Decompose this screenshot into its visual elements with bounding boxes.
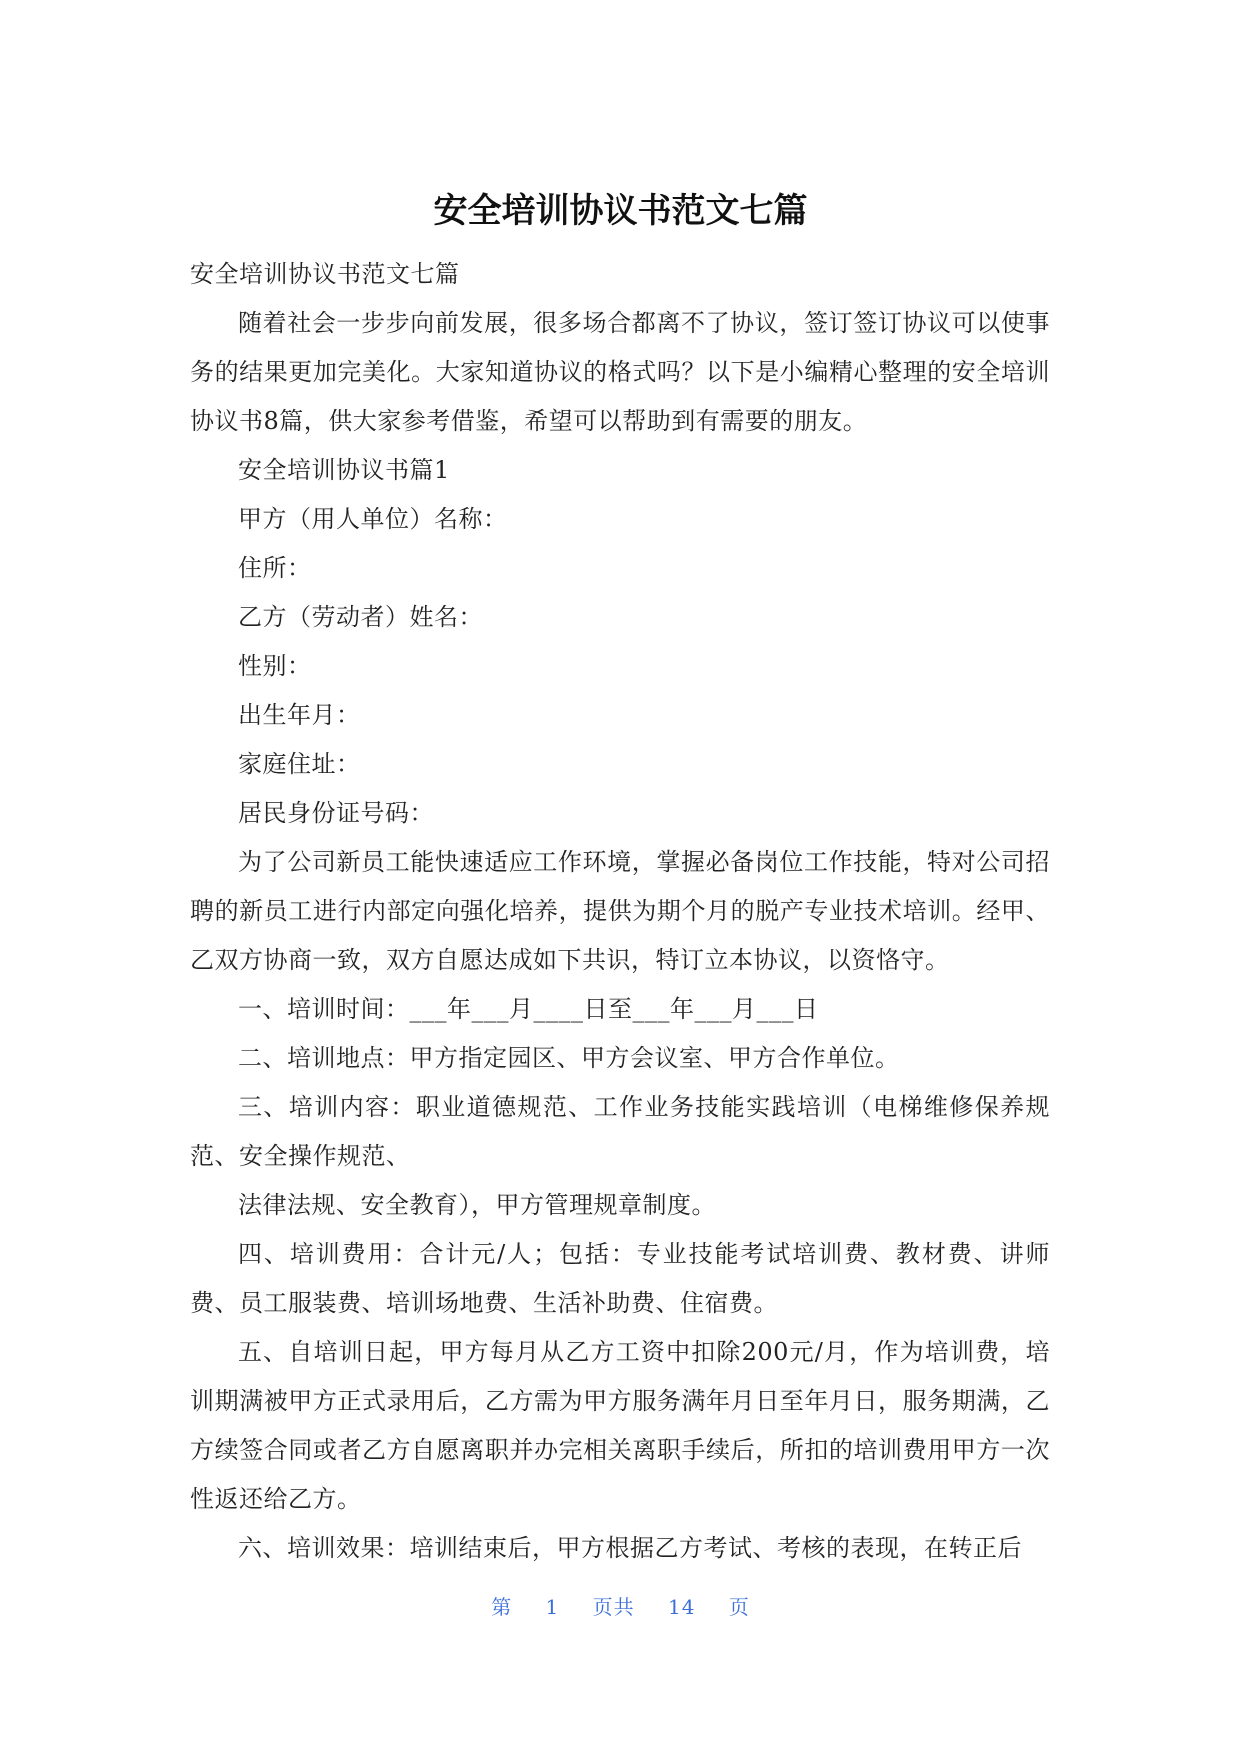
clause-3-continuation: 法律法规、安全教育），甲方管理规章制度。 <box>238 1191 716 1219</box>
clause-3-training-content: 三、培训内容：职业道德规范、工作业务技能实践培训（电梯维修保养规范、安全操作规范、 <box>190 1093 1050 1170</box>
gender-line: 性别： <box>238 652 312 680</box>
clause-5-deduction: 五、自培训日起，甲方每月从乙方工资中扣除200元/月，作为培训费，培训期满被甲方正式录用后，乙方需为甲方服务满年月日至年月日，服务期满，乙方续签合同或者乙方自愿离职并办完相关离职手续后，所扣的培训费用甲方一次性返还给乙方。 <box>190 1338 1050 1513</box>
page-footer <box>0 1592 1241 1622</box>
clause-4-training-fee: 四、培训费用：合计元/人；包括：专业技能考试培训费、教材费、讲师费、员工服装费、培训场地费、生活补助费、住宿费。 <box>190 1240 1050 1317</box>
intro-paragraph: 随着社会一步步向前发展，很多场合都离不了协议，签订签订协议可以使事务的结果更加完美化。大家知道协议的格式吗？以下是小编精心整理的安全培训协议书8篇，供大家参考借鉴，希望可以帮助到有需要的朋友。 <box>190 309 1050 435</box>
party-b-name-line: 乙方（劳动者）姓名： <box>238 603 483 631</box>
address-line: 住所： <box>238 554 312 582</box>
footer-middle: 页共 <box>592 1595 635 1619</box>
section-heading: 安全培训协议书篇1 <box>238 456 450 484</box>
clause-2-training-location: 二、培训地点：甲方指定园区、甲方会议室、甲方合作单位。 <box>238 1044 900 1072</box>
purpose-paragraph: 为了公司新员工能快速适应工作环境，掌握必备岗位工作技能，特对公司招聘的新员工进行内部定向强化培养，提供为期个月的脱产专业技术培训。经甲、乙双方协商一致，双方自愿达成如下共识，特订立本协议，以资恪守。 <box>190 848 1050 974</box>
footer-suffix: 页 <box>728 1595 750 1619</box>
party-a-name-line: 甲方（用人单位）名称： <box>238 505 508 533</box>
document-title: 安全培训协议书范文七篇 <box>433 191 808 231</box>
home-address-line: 家庭住址： <box>238 750 361 778</box>
id-number-line: 居民身份证号码： <box>238 799 434 827</box>
clause-1-training-time: 一、培训时间：___年___月____日至___年___月___日 <box>238 995 819 1023</box>
footer-total-pages: 14 <box>668 1595 696 1619</box>
birth-date-line: 出生年月： <box>238 701 361 729</box>
document-body <box>190 250 1050 1573</box>
clause-6-training-effect: 六、培训效果：培训结束后，甲方根据乙方考试、考核的表现，在转正后 <box>238 1534 1022 1562</box>
subtitle-paragraph: 安全培训协议书范文七篇 <box>190 260 460 288</box>
footer-prefix: 第 <box>491 1595 513 1619</box>
footer-current-page: 1 <box>545 1595 560 1619</box>
